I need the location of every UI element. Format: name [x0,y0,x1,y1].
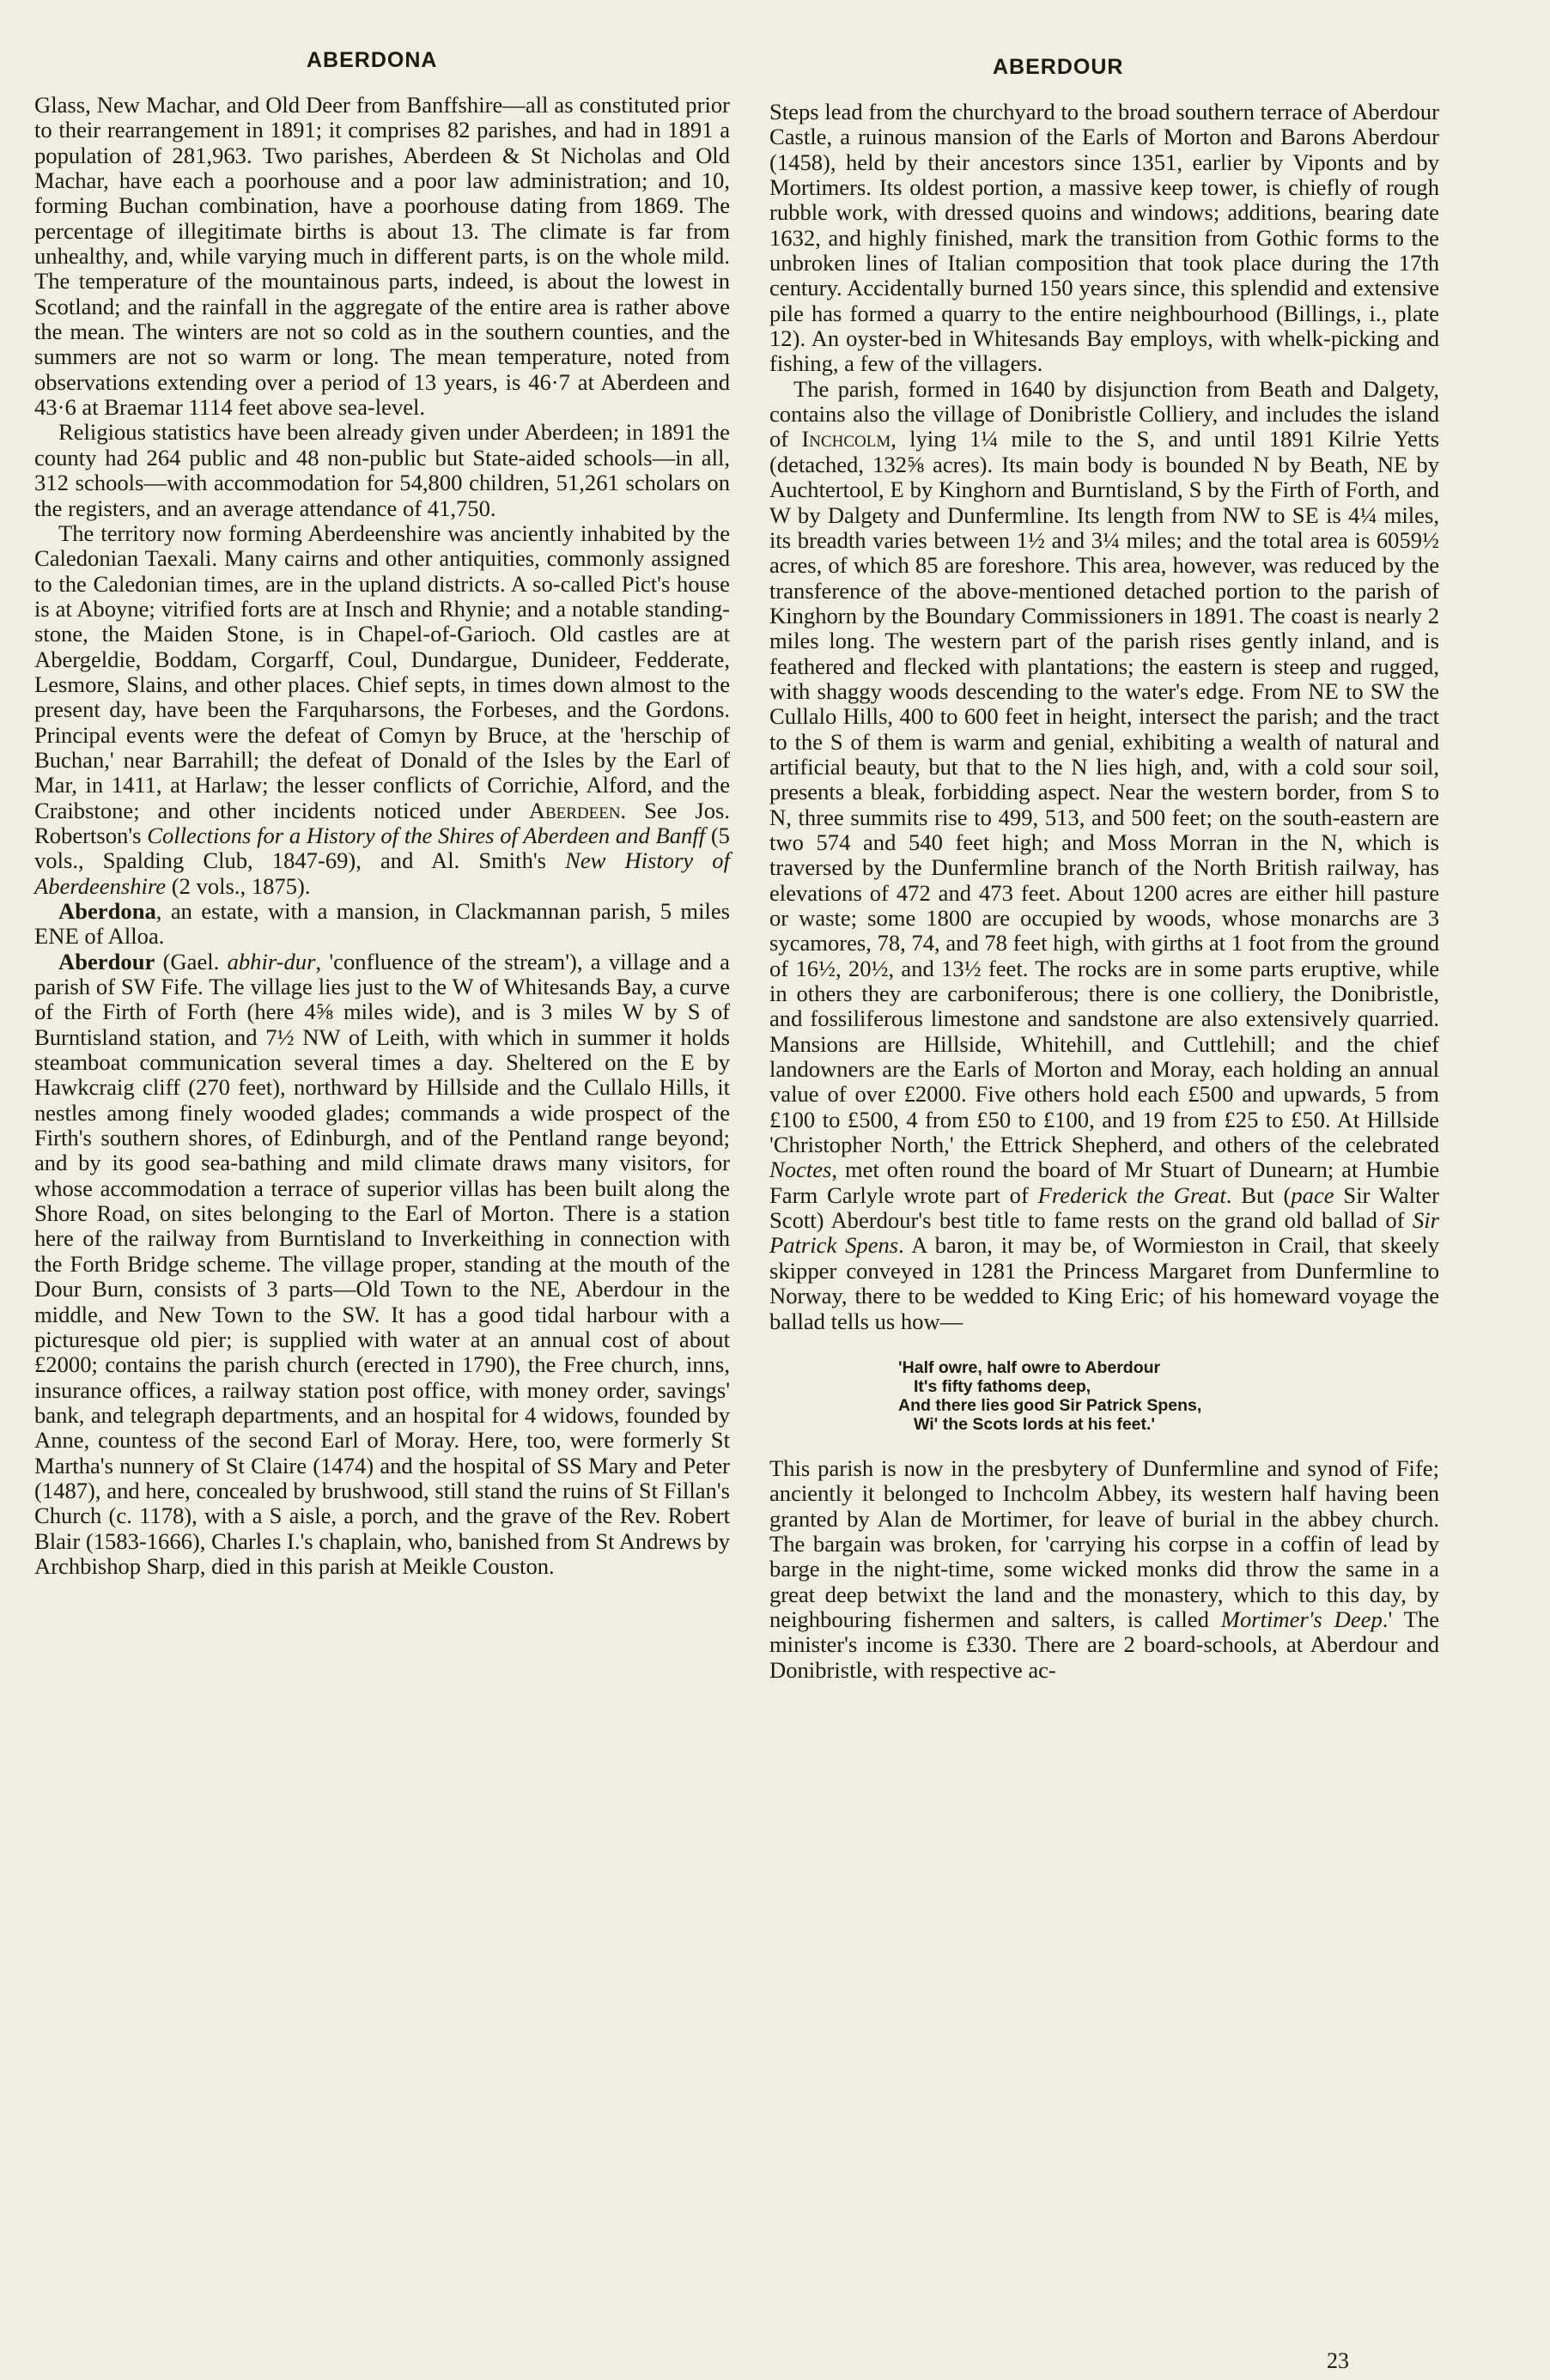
aberdour-text-a: (Gael. [155,948,228,974]
aberdour-text-b: , 'confluence of the stream'), a village and a parish of SW Fife. The village lies just to the W of Whitesands Bay, a curve of the Firth of Forth (here 4⅝ miles wide), and is 3 miles W by S of Burntisland station, and 7½ NW of Leith, with which in summer it holds steamboat communication several times a day. Sheltered on the E by Hawkcraig cliff (270 feet), northward by Hillside and the Cullalo Hills, it nestles among finely wooded glades; commands a wide prospect of the Firth's southern shores, of Edinburgh, and of the Pentland range beyond; and by its good sea-bathing and mild climate draws many visitors, for whose accommodation a terrace of superior villas has been built along the Shore Road, on sites belonging to the Earl of Morton. There is a station here of the railway from Burntisland to Inverkeithing in connection with the Forth Bridge scheme. The village proper, standing at the mouth of the Dour Burn, consists of 3 parts—Old Town to the NE, Aberdour in the middle, and New Town to the SW. It has a good tidal harbour with a picturesque old pier; is supplied with water at an annual cost of about £2000; contains the parish church (erected in 1790), the Free church, inns, insurance offices, a railway station post office, with money order, savings' bank, and telegraph departments, and an hospital for 4 widows, founded by Anne, countess of the second Earl of Moray. Here, too, were formerly St Martha's nunnery of St Claire (1474) and the hospital of SS Mary and Peter (1487), and here, concealed by brushwood, still stand the ruins of St Fillan's Church (c. 1178), with a S aisle, a porch, and the grave of the Rev. Robert Blair (1583-1666), Charles I.'s chaplain, who, banished from St Andrews by Archbishop Sharp, died in this parish at Meikle Couston. [34,948,730,1579]
paragraph-aberdour-castle: Steps lead from the churchyard to the broad southern terrace of Aberdour Castle, a ruinous mansion of the Earls of Morton and Barons Aberdour (1458), held by their ancestors since 1351, earlier by Viponts and by Mortimers. Its oldest portion, a massive keep tower, is chiefly of rough rubble work, with dressed quoins and windows; additions, bearing date 1632, and highly finished, mark the transition from Gothic forms to the unbroken lines of Italian composition that took place during the 17th century. Accidentally burned 150 years since, this splendid and extensive pile has formed a quarry to the entire neighbourhood (Billings, i., plate 12). An oyster-bed in Whitesands Bay employs, with whelk-picking and fishing, a few of the villagers. [769,99,1439,377]
entry-aberdour [34,950,730,1580]
verse-line: It's fifty fathoms deep, [914,1376,1091,1396]
history-text-c: (5 vols., Spalding Club, 1847-69), and Al. Smith's [34,822,730,874]
italic-mortimers-deep: Mortimer's Deep [1220,1606,1383,1632]
presbytery-text-a: This parish is now in the presbytery of Dunfermline and synod of Fife; anciently it belonged to Inchcolm Abbey, its western half having been granted by Alan de Mortimer, for leave of burial in the abbey church. The bargain was broken, for 'carrying his corpse in a coffin of lead by barge in the night-time, some wicked monks did throw the same in a great deep betwixt the land and the monastery, which to this day, by neighbouring fishermen and salters, is called [769,1454,1439,1632]
entry-title-aberdour: Aberdour [58,948,155,974]
italic-pace: pace [1291,1181,1334,1208]
italic-sir-patrick-spens: Sir Patrick Spens [769,1207,1439,1259]
ballad-verse [769,1358,1439,1434]
parish-text-f: . A baron, it may be, of Wormieston in Crail, that skeely skipper conveyed in 1281 the Princess Margaret from Dunfermline to Norway, there to be wedded to King Eric; of his homeward voyage the ballad tells us how— [769,1232,1439,1334]
italic-frederick-the-great: Frederick the Great [1037,1181,1226,1208]
running-head-right: ABERDOUR [993,55,1124,79]
paragraph-presbytery [769,1456,1439,1683]
page-number: 23 [1327,2348,1349,2373]
gaelic-etymology: abhir-dur [227,948,316,974]
citation-smith-title: New History of Aberdeenshire [34,847,730,899]
cross-reference-aberdeen: Aberdeen [528,797,621,823]
entry-aberdona [34,899,730,950]
right-column [769,100,1439,1683]
left-column [34,93,730,1579]
paragraph-climate: Glass, New Machar, and Old Deer from Banffshire—all as constituted prior to their rearrangement in 1891; it comprises 82 parishes, and had in 1891 a population of 281,963. Two parishes, Aberdeen & St Nicholas and Old Machar, have each a poorhouse and a poor law administration; and 10, forming Buchan combination, have a poorhouse dating from 1869. The percentage of illegitimate births is about 13. The climate is far from unhealthy, and, while varying much in different parts, is on the whole mild. The temperature of the mountainous parts, indeed, is about the lowest in Scotland; and the rainfall in the aggregate of the entire area is rather above the mean. The winters are not so cold as in the southern counties, and the summers are not so warm or long. The mean temperature, noted from observations extending over a period of 13 years, is 46·7 at Aberdeen and 43·6 at Braemar 1114 feet above sea-level. [34,92,730,421]
verse-line: And there lies good Sir Patrick Spens, [898,1395,1202,1415]
verse-line: Wi' the Scots lords at his feet.' [914,1414,1156,1434]
paragraph-parish [769,377,1439,1334]
paragraph-history [34,521,730,899]
history-text-b: . See Jos. Robertson's [34,797,730,848]
cross-reference-inchcolm: Inchcolm [801,426,891,452]
parish-text-a: The parish, formed in 1640 by disjunction from Beath and Dalgety, contains also the village of Donibristle Colliery, and includes the island of [769,375,1439,452]
parish-text-c: , met often round the board of Mr Stuart of Dunearn; at Humbie Farm Carlyle wrote part of [769,1157,1439,1208]
citation-robertson-title: Collections for a History of the Shires of Aberdeen and Banff [147,822,706,848]
presbytery-text-b: .' The minister's income is £330. There are 2 board-schools, at Aberdour and Donibristle, with respective ac- [769,1606,1440,1683]
entry-text-aberdona: , an estate, with a mansion, in Clackmannan parish, 5 miles ENE of Alloa. [34,898,730,950]
history-text-d: (2 vols., 1875). [166,872,311,899]
italic-noctes: Noctes [769,1157,832,1183]
parish-text-d: . But ( [1225,1181,1292,1208]
paragraph-religious-statistics: Religious statistics have been already given under Aberdeen; in 1891 the county had 264 public and 48 non-public but State-aided schools—in all, 312 schools—with accommodation for 54,800 children, 51,261 scholars on the registers, and an average attendance of 41,750. [34,419,730,521]
verse-line: 'Half owre, half owre to Aberdour [898,1357,1161,1377]
parish-text-e: Sir Walter Scott) Aberdour's best title to fame rests on the grand old ballad of [769,1181,1440,1234]
parish-text-b: , lying 1¼ mile to the S, and until 1891 Kilrie Yetts (detached, 132⅝ acres). Its main body is bounded N by Beath, NE by Auchtertool, E by Kinghorn and Burntisland, S by the Firth of Forth, and W by Dalgety and Dunfermline. Its length from NW to SE is 4¼ miles, its breadth varies between 1½ and 3¼ miles; and the total area is 6059½ acres, of which 85 are foreshore. This area, however, was reduced by the transference of the above-mentioned detached portion to the parish of Kinghorn by the Boundary Commissioners in 1891. The coast is nearly 2 miles long. The western part of the parish rises gently inland, and is feathered and flecked with plantations; the eastern is steep and rugged, with shaggy woods descending to the water's edge. From NE to SW the Cullalo Hills, 400 to 600 feet in height, intersect the parish; and the tract to the S of them is warm and genial, exhibiting a wealth of natural and artificial beauty, but that to the N lies high, and, with a cold sour soil, presents a bleak, forbidding aspect. Near the western border, from S to N, three summits rise to 499, 513, and 500 feet; on the south-eastern are two 574 and 540 feet high; and Moss Morran in the N, which is traversed by the Dunfermline branch of the North British railway, has elevations of 472 and 473 feet. About 1200 acres are either hill pasture or waste; some 1800 are occupied by woods, whose monarchs are 3 sycamores, 78, 74, and 78 feet high, with girths at 1 foot from the ground of 16½, 20½, and 13½ feet. The rocks are in some parts eruptive, while in others they are carboniferous; there is one colliery, the Donibristle, and fossiliferous limestone and sandstone are also extensively quarried. Mansions are Hillside, Whitehill, and Cuttlehill; and the chief landowners are the Earls of Morton and Moray, each holding an annual value of over £2000. Five others hold each £500 and upwards, 5 from £100 to £500, 4 from £50 to £100, and 19 from £25 to £50. At Hillside 'Christopher North,' the Ettrick Shepherd, and others of the celebrated [769,426,1439,1158]
running-head-left: ABERDONA [307,48,438,72]
entry-title-aberdona: Aberdona [58,898,156,924]
history-text-a: The territory now forming Aberdeenshire was anciently inhabited by the Caledonian Taexali. Many cairns and other antiquities, commonly assigned to the Caledonian times, are in the upland districts. A so-called Pict's house is at Aboyne; vitrified forts are at Insch and Rhynie; and a notable standing-stone, the Maiden Stone, is in Chapel-of-Garioch. Old castles are at Abergeldie, Boddam, Corgarff, Coul, Dundargue, Dunideer, Fedderate, Lesmore, Slains, and other places. Chief septs, in times down almost to the present day, have been the Farquharsons, the Forbeses, and the Gordons. Principal events were the defeat of Comyn by Bruce, at the 'herschip of Buchan,' near Barrahill; the defeat of Donald of the Isles by the Earl of Mar, in 1411, at Harlaw; the lesser conflicts of Corrichie, Alford, and the Craibstone; and other incidents noticed under [34,519,730,823]
